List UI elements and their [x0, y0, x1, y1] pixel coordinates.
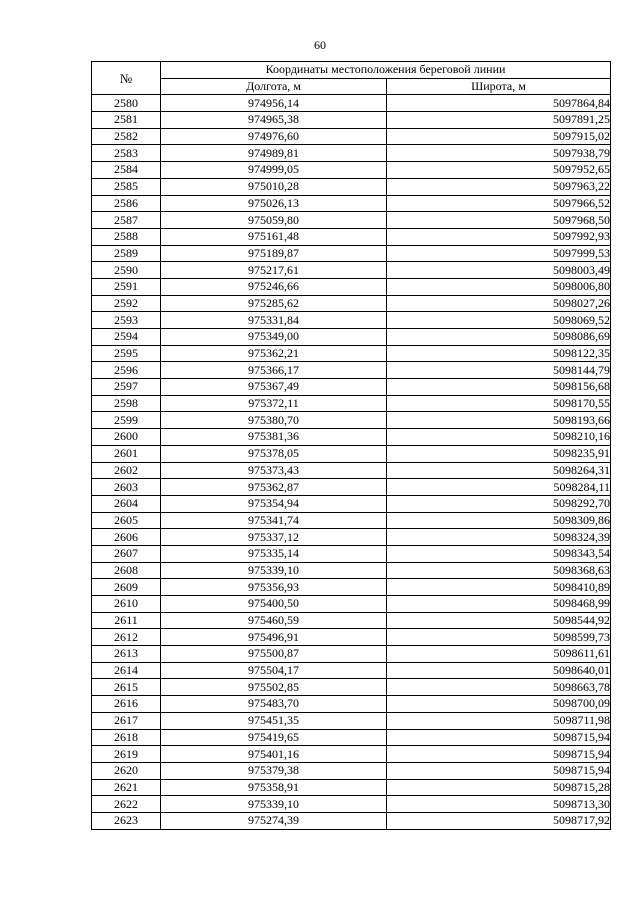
- table-row: [92, 762, 611, 779]
- row-number-cell: 2593: [92, 312, 161, 329]
- table-row: [92, 462, 611, 479]
- row-number-cell: 2609: [92, 579, 161, 596]
- row-number-cell: 2599: [92, 412, 161, 429]
- latitude-cell: 5098003,49: [387, 262, 611, 279]
- row-number-cell: 2590: [92, 262, 161, 279]
- longitude-cell: 975380,70: [161, 412, 387, 429]
- latitude-cell: 5097891,25: [387, 112, 611, 129]
- row-number-cell: 2608: [92, 562, 161, 579]
- latitude-cell: 5097992,93: [387, 228, 611, 245]
- longitude-cell: 975496,91: [161, 629, 387, 646]
- longitude-cell: 975217,61: [161, 262, 387, 279]
- table-row: [92, 729, 611, 746]
- table-row: [92, 646, 611, 663]
- longitude-cell: 975189,87: [161, 245, 387, 262]
- longitude-cell: 975366,17: [161, 362, 387, 379]
- row-number-cell: 2619: [92, 746, 161, 763]
- row-number-cell: 2592: [92, 295, 161, 312]
- latitude-cell: 5098611,61: [387, 646, 611, 663]
- longitude-cell: 975358,91: [161, 779, 387, 796]
- row-number-cell: 2582: [92, 128, 161, 145]
- latitude-cell: 5098235,91: [387, 445, 611, 462]
- longitude-cell: 975362,21: [161, 345, 387, 362]
- latitude-cell: 5098086,69: [387, 329, 611, 346]
- longitude-cell: 975500,87: [161, 646, 387, 663]
- latitude-cell: 5098715,94: [387, 729, 611, 746]
- latitude-cell: 5098410,89: [387, 579, 611, 596]
- table-row: [92, 679, 611, 696]
- latitude-cell: 5098717,92: [387, 812, 611, 829]
- row-number-cell: 2583: [92, 145, 161, 162]
- table-row: [92, 379, 611, 396]
- row-number-cell: 2621: [92, 779, 161, 796]
- longitude-cell: 975379,38: [161, 762, 387, 779]
- longitude-cell: 975362,87: [161, 479, 387, 496]
- longitude-cell: 975335,14: [161, 545, 387, 562]
- row-number-cell: 2618: [92, 729, 161, 746]
- table-row: [92, 145, 611, 162]
- latitude-cell: 5098711,98: [387, 712, 611, 729]
- longitude-cell: 975502,85: [161, 679, 387, 696]
- longitude-cell: 975059,80: [161, 212, 387, 229]
- row-number-cell: 2611: [92, 612, 161, 629]
- latitude-cell: 5097999,53: [387, 245, 611, 262]
- longitude-cell: 975367,49: [161, 379, 387, 396]
- longitude-cell: 975339,10: [161, 562, 387, 579]
- row-number-cell: 2598: [92, 395, 161, 412]
- row-number-cell: 2581: [92, 112, 161, 129]
- latitude-cell: 5098715,94: [387, 746, 611, 763]
- latitude-cell: 5098193,66: [387, 412, 611, 429]
- longitude-cell: 975378,05: [161, 445, 387, 462]
- latitude-cell: 5098170,55: [387, 395, 611, 412]
- table-row: [92, 495, 611, 512]
- row-number-cell: 2584: [92, 162, 161, 179]
- table-row: [92, 128, 611, 145]
- row-number-cell: 2623: [92, 812, 161, 829]
- latitude-cell: 5098343,54: [387, 545, 611, 562]
- longitude-cell: 974989,81: [161, 145, 387, 162]
- table-row: [92, 329, 611, 346]
- longitude-cell: 975419,65: [161, 729, 387, 746]
- latitude-column-header: Широта, м: [387, 78, 611, 95]
- longitude-cell: 975381,36: [161, 429, 387, 446]
- latitude-cell: 5097864,84: [387, 95, 611, 112]
- row-number-cell: 2580: [92, 95, 161, 112]
- row-number-cell: 2616: [92, 696, 161, 713]
- row-number-cell: 2588: [92, 228, 161, 245]
- longitude-cell: 975373,43: [161, 462, 387, 479]
- longitude-cell: 975451,35: [161, 712, 387, 729]
- latitude-cell: 5098640,01: [387, 662, 611, 679]
- latitude-cell: 5098122,35: [387, 345, 611, 362]
- table-row: [92, 195, 611, 212]
- row-number-cell: 2606: [92, 529, 161, 546]
- latitude-cell: 5098599,73: [387, 629, 611, 646]
- table-row: [92, 295, 611, 312]
- row-number-cell: 2617: [92, 712, 161, 729]
- longitude-cell: 974999,05: [161, 162, 387, 179]
- longitude-cell: 975246,66: [161, 278, 387, 295]
- table-row: [92, 712, 611, 729]
- longitude-cell: 975372,11: [161, 395, 387, 412]
- longitude-cell: 975401,16: [161, 746, 387, 763]
- table-row: [92, 579, 611, 596]
- longitude-cell: 975285,62: [161, 295, 387, 312]
- table-row: [92, 812, 611, 829]
- latitude-cell: 5098700,09: [387, 696, 611, 713]
- row-number-cell: 2602: [92, 462, 161, 479]
- row-number-cell: 2610: [92, 596, 161, 613]
- latitude-cell: 5098284,11: [387, 479, 611, 496]
- table-row: [92, 312, 611, 329]
- table-header-row: [92, 62, 611, 79]
- row-number-cell: 2613: [92, 646, 161, 663]
- table-row: [92, 178, 611, 195]
- row-number-cell: 2612: [92, 629, 161, 646]
- row-number-cell: 2601: [92, 445, 161, 462]
- row-number-cell: 2622: [92, 796, 161, 813]
- table-row: [92, 112, 611, 129]
- latitude-cell: 5098715,28: [387, 779, 611, 796]
- longitude-cell: 975010,28: [161, 178, 387, 195]
- row-number-cell: 2587: [92, 212, 161, 229]
- latitude-cell: 5098027,26: [387, 295, 611, 312]
- latitude-cell: 5097963,22: [387, 178, 611, 195]
- table-row: [92, 212, 611, 229]
- row-number-cell: 2595: [92, 345, 161, 362]
- table-row: [92, 612, 611, 629]
- latitude-cell: 5098663,78: [387, 679, 611, 696]
- table-row: [92, 529, 611, 546]
- latitude-cell: 5098713,30: [387, 796, 611, 813]
- table-row: [92, 162, 611, 179]
- table-row: [92, 562, 611, 579]
- row-number-cell: 2596: [92, 362, 161, 379]
- longitude-cell: 975274,39: [161, 812, 387, 829]
- latitude-cell: 5098715,94: [387, 762, 611, 779]
- longitude-cell: 974976,60: [161, 128, 387, 145]
- longitude-cell: 974965,38: [161, 112, 387, 129]
- table-row: [92, 95, 611, 112]
- longitude-cell: 975339,10: [161, 796, 387, 813]
- table-row: [92, 228, 611, 245]
- table-row: [92, 362, 611, 379]
- latitude-cell: 5097915,02: [387, 128, 611, 145]
- row-number-cell: 2615: [92, 679, 161, 696]
- table-row: [92, 429, 611, 446]
- table-header: [92, 62, 611, 95]
- table-row: [92, 345, 611, 362]
- row-number-cell: 2620: [92, 762, 161, 779]
- longitude-cell: 975349,00: [161, 329, 387, 346]
- longitude-cell: 975161,48: [161, 228, 387, 245]
- longitude-cell: 975331,84: [161, 312, 387, 329]
- longitude-cell: 974956,14: [161, 95, 387, 112]
- longitude-cell: 975483,70: [161, 696, 387, 713]
- table-subheader-row: [92, 78, 611, 95]
- longitude-cell: 975341,74: [161, 512, 387, 529]
- latitude-cell: 5098156,68: [387, 379, 611, 396]
- row-number-cell: 2591: [92, 278, 161, 295]
- latitude-cell: 5098264,31: [387, 462, 611, 479]
- longitude-cell: 975460,59: [161, 612, 387, 629]
- row-number-cell: 2605: [92, 512, 161, 529]
- row-number-cell: 2607: [92, 545, 161, 562]
- page-number: 60: [314, 38, 326, 52]
- table-body: [92, 95, 611, 829]
- latitude-cell: 5098544,92: [387, 612, 611, 629]
- latitude-cell: 5097968,50: [387, 212, 611, 229]
- latitude-cell: 5098210,16: [387, 429, 611, 446]
- coordinates-group-header: Координаты местоположения береговой линии: [161, 62, 611, 79]
- row-number-cell: 2597: [92, 379, 161, 396]
- latitude-cell: 5097952,65: [387, 162, 611, 179]
- table-row: [92, 662, 611, 679]
- table-row: [92, 278, 611, 295]
- table-row: [92, 395, 611, 412]
- latitude-cell: 5098324,39: [387, 529, 611, 546]
- row-number-cell: 2604: [92, 495, 161, 512]
- longitude-cell: 975026,13: [161, 195, 387, 212]
- row-number-cell: 2594: [92, 329, 161, 346]
- table-row: [92, 445, 611, 462]
- latitude-cell: 5098006,80: [387, 278, 611, 295]
- table-row: [92, 629, 611, 646]
- table-row: [92, 779, 611, 796]
- table-row: [92, 245, 611, 262]
- table-row: [92, 746, 611, 763]
- longitude-cell: 975504,17: [161, 662, 387, 679]
- table-row: [92, 512, 611, 529]
- latitude-cell: 5098309,86: [387, 512, 611, 529]
- row-number-cell: 2585: [92, 178, 161, 195]
- latitude-cell: 5098368,63: [387, 562, 611, 579]
- latitude-cell: 5097938,79: [387, 145, 611, 162]
- latitude-cell: 5098468,99: [387, 596, 611, 613]
- row-number-cell: 2614: [92, 662, 161, 679]
- longitude-cell: 975354,94: [161, 495, 387, 512]
- latitude-cell: 5098144,79: [387, 362, 611, 379]
- table-row: [92, 596, 611, 613]
- number-column-header: №: [92, 62, 161, 95]
- longitude-cell: 975337,12: [161, 529, 387, 546]
- latitude-cell: 5097966,52: [387, 195, 611, 212]
- table-row: [92, 479, 611, 496]
- row-number-cell: 2603: [92, 479, 161, 496]
- table-row: [92, 696, 611, 713]
- coordinates-table: [91, 61, 611, 830]
- longitude-cell: 975400,50: [161, 596, 387, 613]
- table-row: [92, 412, 611, 429]
- latitude-cell: 5098069,52: [387, 312, 611, 329]
- row-number-cell: 2589: [92, 245, 161, 262]
- row-number-cell: 2586: [92, 195, 161, 212]
- table-row: [92, 796, 611, 813]
- latitude-cell: 5098292,70: [387, 495, 611, 512]
- table-row: [92, 545, 611, 562]
- longitude-cell: 975356,93: [161, 579, 387, 596]
- table-row: [92, 262, 611, 279]
- longitude-column-header: Долгота, м: [161, 78, 387, 95]
- row-number-cell: 2600: [92, 429, 161, 446]
